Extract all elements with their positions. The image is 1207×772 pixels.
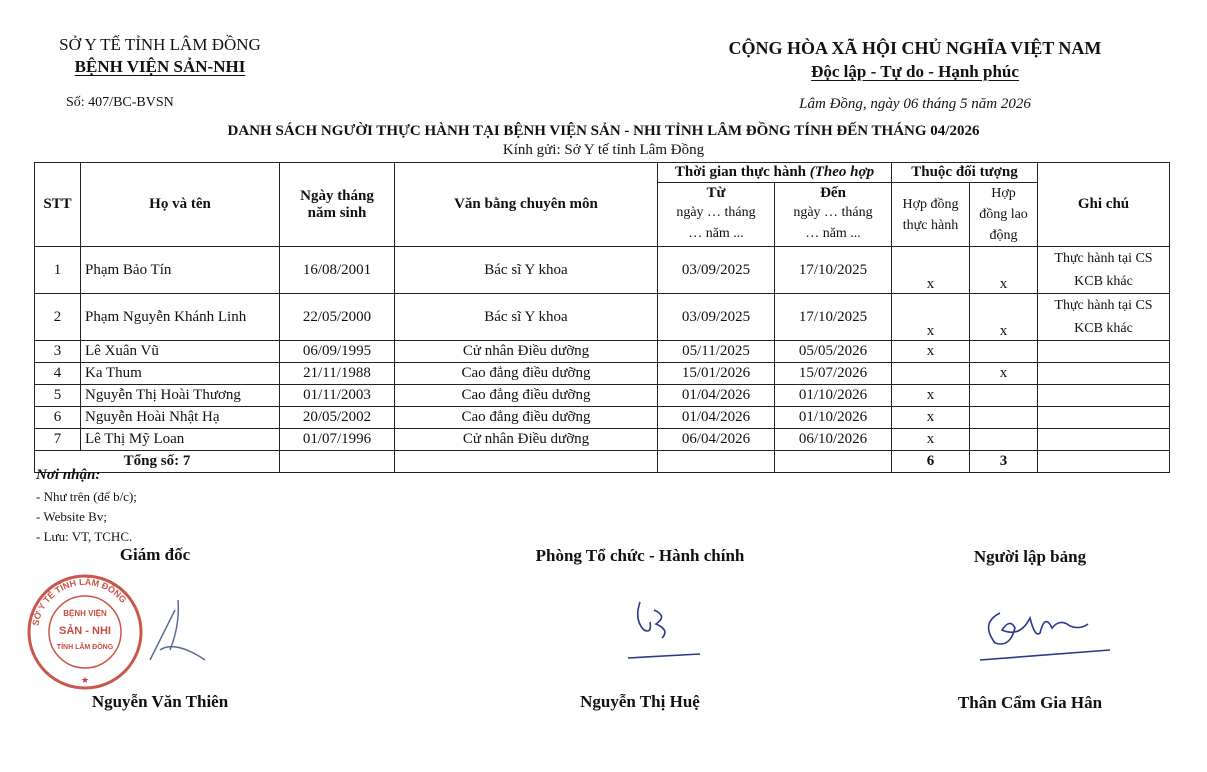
total-empty bbox=[1038, 451, 1170, 473]
place-date: Lâm Đồng, ngày 06 tháng 5 năm 2026 bbox=[799, 96, 1031, 112]
row-note bbox=[1038, 247, 1170, 294]
row-name: Nguyễn Thị Hoài Thương bbox=[81, 385, 280, 407]
header-note: Ghi chú bbox=[1038, 163, 1170, 247]
admin-signature bbox=[620, 590, 710, 665]
row-note-line2: KCB khác bbox=[1074, 321, 1133, 336]
row-to: 17/10/2025 bbox=[775, 247, 892, 294]
recipient-item: - Website Bv; bbox=[36, 509, 107, 524]
row-practice-mark: x bbox=[892, 429, 970, 451]
row-labor-mark bbox=[970, 385, 1038, 407]
row-stt: 2 bbox=[35, 294, 81, 341]
row-name: Lê Xuân Vũ bbox=[81, 341, 280, 363]
header-dob bbox=[280, 163, 395, 247]
director-title: Giám đốc bbox=[119, 545, 191, 564]
header-labor-line1: Hợp bbox=[991, 186, 1016, 201]
director-signature bbox=[120, 590, 220, 670]
hospital-name: BỆNH VIỆN SẢN-NHI bbox=[74, 57, 246, 76]
stamp-outer-text: SỞ Y TẾ TỈNH LÂM ĐỒNG bbox=[30, 576, 129, 627]
row-name: Phạm Bảo Tín bbox=[81, 247, 280, 294]
row-from: 03/09/2025 bbox=[658, 294, 775, 341]
total-empty bbox=[658, 451, 775, 473]
table-row bbox=[35, 385, 1170, 407]
issuing-agency bbox=[30, 34, 290, 78]
total-row bbox=[35, 451, 1170, 473]
header-to-sub2: … năm ... bbox=[805, 226, 861, 241]
header-target: Thuộc đối tượng bbox=[892, 163, 1038, 183]
national-header bbox=[690, 36, 1140, 84]
row-dob: 01/07/1996 bbox=[280, 429, 395, 451]
stamp-line1: BỆNH VIỆN bbox=[63, 609, 107, 618]
table-row bbox=[35, 247, 1170, 294]
stamp-star-icon: ★ bbox=[80, 675, 90, 685]
header-from-label: Từ bbox=[706, 185, 726, 201]
header-to bbox=[775, 183, 892, 247]
row-stt: 4 bbox=[35, 363, 81, 385]
header-from-sub1: ngày … tháng bbox=[676, 205, 756, 220]
row-note-line1: Thực hành tại CS bbox=[1054, 251, 1153, 266]
row-from: 06/04/2026 bbox=[658, 429, 775, 451]
recipient-line: Kính gửi: Sở Y tế tỉnh Lâm Đồng bbox=[502, 142, 705, 158]
document-number: Số: 407/BC-BVSN bbox=[66, 95, 174, 110]
row-labor-mark bbox=[970, 407, 1038, 429]
table-row bbox=[35, 363, 1170, 385]
table-row bbox=[35, 407, 1170, 429]
row-name: Nguyễn Hoài Nhật Hạ bbox=[81, 407, 280, 429]
total-labor: 3 bbox=[970, 451, 1038, 473]
row-degree: Bác sĩ Y khoa bbox=[395, 247, 658, 294]
row-stt: 5 bbox=[35, 385, 81, 407]
row-from: 01/04/2026 bbox=[658, 407, 775, 429]
table-row bbox=[35, 429, 1170, 451]
recipients-title: Nơi nhận: bbox=[36, 467, 101, 483]
total-empty bbox=[775, 451, 892, 473]
row-to: 15/07/2026 bbox=[775, 363, 892, 385]
row-degree: Cao đẳng điều dưỡng bbox=[395, 385, 658, 407]
row-note bbox=[1038, 341, 1170, 363]
row-from: 01/04/2026 bbox=[658, 385, 775, 407]
maker-signature bbox=[960, 588, 1130, 668]
header-to-sub1: ngày … tháng bbox=[793, 205, 873, 220]
director-name: Nguyễn Văn Thiên bbox=[91, 692, 229, 711]
header-period bbox=[658, 163, 892, 183]
row-labor-mark bbox=[970, 429, 1038, 451]
row-stt: 7 bbox=[35, 429, 81, 451]
row-name: Lê Thị Mỹ Loan bbox=[81, 429, 280, 451]
row-dob: 01/11/2003 bbox=[280, 385, 395, 407]
stamp-line3: TỈNH LÂM ĐỒNG bbox=[56, 644, 114, 651]
row-degree: Cử nhân Điều dưỡng bbox=[395, 341, 658, 363]
header-practice-contract bbox=[892, 183, 970, 247]
header-labor-line2: đồng lao bbox=[979, 207, 1028, 222]
row-from: 05/11/2025 bbox=[658, 341, 775, 363]
country-name: CỘNG HÒA XÃ HỘI CHỦ NGHĨA VIỆT NAM bbox=[728, 38, 1102, 58]
row-labor-mark bbox=[970, 341, 1038, 363]
row-labor-mark: x bbox=[970, 247, 1038, 294]
row-degree: Cử nhân Điều dưỡng bbox=[395, 429, 658, 451]
header-dob-line1: Ngày tháng bbox=[300, 187, 374, 204]
row-from: 03/09/2025 bbox=[658, 247, 775, 294]
admin-name: Nguyễn Thị Huệ bbox=[580, 692, 700, 711]
recipients-list bbox=[36, 487, 137, 547]
document-title: DANH SÁCH NGƯỜI THỰC HÀNH TẠI BỆNH VIỆN SẢN - NHI TỈNH LÂM ĐỒNG TÍNH ĐẾN THÁNG 04/2026 bbox=[227, 123, 980, 139]
header-from-sub2: … năm ... bbox=[688, 226, 744, 241]
row-practice-mark: x bbox=[892, 294, 970, 341]
header-practice-line1: Hợp đồng bbox=[902, 196, 959, 212]
header-labor-line3: động bbox=[989, 228, 1018, 243]
row-to: 01/10/2026 bbox=[775, 407, 892, 429]
maker-name: Thân Cẩm Gia Hân bbox=[957, 693, 1103, 712]
row-note bbox=[1038, 363, 1170, 385]
row-note bbox=[1038, 294, 1170, 341]
row-stt: 1 bbox=[35, 247, 81, 294]
row-dob: 21/11/1988 bbox=[280, 363, 395, 385]
row-practice-mark: x bbox=[892, 407, 970, 429]
row-degree: Cao đẳng điều dưỡng bbox=[395, 407, 658, 429]
row-from: 15/01/2026 bbox=[658, 363, 775, 385]
row-name: Ka Thum bbox=[81, 363, 280, 385]
total-practice: 6 bbox=[892, 451, 970, 473]
row-note bbox=[1038, 407, 1170, 429]
total-empty bbox=[280, 451, 395, 473]
stamp-line2: SẢN - NHI bbox=[59, 625, 111, 637]
row-dob: 16/08/2001 bbox=[280, 247, 395, 294]
national-motto: Độc lập - Tự do - Hạnh phúc bbox=[811, 62, 1019, 81]
maker-title: Người lập bảng bbox=[973, 547, 1087, 566]
row-to: 05/05/2026 bbox=[775, 341, 892, 363]
header-stt: STT bbox=[35, 163, 81, 247]
header-period-italic: (Theo hợp bbox=[809, 164, 875, 180]
header-name: Họ và tên bbox=[81, 163, 280, 247]
header-dob-line2: năm sinh bbox=[307, 204, 367, 221]
row-labor-mark: x bbox=[970, 363, 1038, 385]
row-degree: Bác sĩ Y khoa bbox=[395, 294, 658, 341]
row-note-line2: KCB khác bbox=[1074, 274, 1133, 289]
row-note bbox=[1038, 429, 1170, 451]
table-row bbox=[35, 294, 1170, 341]
row-practice-mark: x bbox=[892, 247, 970, 294]
row-stt: 6 bbox=[35, 407, 81, 429]
practitioner-table bbox=[34, 162, 1170, 473]
row-to: 17/10/2025 bbox=[775, 294, 892, 341]
row-name: Phạm Nguyễn Khánh Linh bbox=[81, 294, 280, 341]
row-note bbox=[1038, 385, 1170, 407]
department-name: SỞ Y TẾ TỈNH LÂM ĐỒNG bbox=[59, 35, 261, 54]
row-practice-mark bbox=[892, 363, 970, 385]
row-practice-mark: x bbox=[892, 341, 970, 363]
recipient-item: - Lưu: VT, TCHC. bbox=[36, 529, 133, 544]
header-degree: Văn bằng chuyên môn bbox=[395, 163, 658, 247]
table-row bbox=[35, 341, 1170, 363]
header-from bbox=[658, 183, 775, 247]
header-labor-contract bbox=[970, 183, 1038, 247]
row-dob: 06/09/1995 bbox=[280, 341, 395, 363]
row-to: 06/10/2026 bbox=[775, 429, 892, 451]
row-note-line1: Thực hành tại CS bbox=[1054, 298, 1153, 313]
admin-title: Phòng Tổ chức - Hành chính bbox=[535, 546, 745, 565]
row-to: 01/10/2026 bbox=[775, 385, 892, 407]
row-dob: 22/05/2000 bbox=[280, 294, 395, 341]
row-dob: 20/05/2002 bbox=[280, 407, 395, 429]
header-to-label: Đến bbox=[820, 185, 846, 201]
total-label: Tổng số: 7 bbox=[35, 451, 280, 473]
recipient-item: - Như trên (để b/c); bbox=[36, 489, 137, 504]
header-practice-line2: thực hành bbox=[902, 217, 959, 233]
row-practice-mark: x bbox=[892, 385, 970, 407]
row-stt: 3 bbox=[35, 341, 81, 363]
total-empty bbox=[395, 451, 658, 473]
header-period-main: Thời gian thực hành bbox=[674, 164, 810, 180]
row-degree: Cao đẳng điều dưỡng bbox=[395, 363, 658, 385]
row-labor-mark: x bbox=[970, 294, 1038, 341]
